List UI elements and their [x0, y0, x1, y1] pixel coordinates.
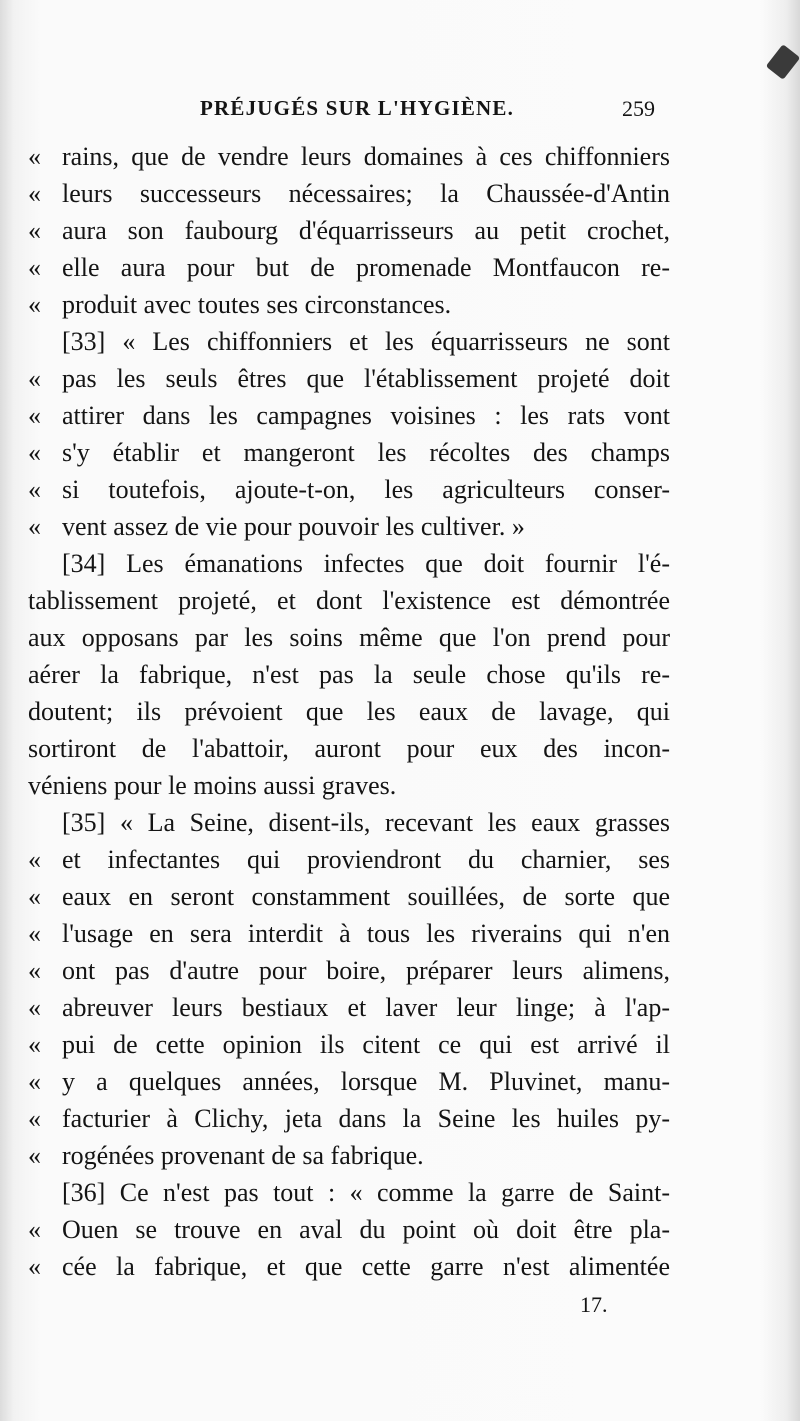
line-text: cée la fabrique, et que cette garre n'est alimentée	[62, 1252, 670, 1281]
body-text	[28, 138, 670, 1285]
line-text: [34] Les émanations infectes que doit fournir l'é-	[62, 549, 670, 578]
text-line	[28, 508, 670, 545]
line-text: vent assez de vie pour pouvoir les cultiver. »	[62, 512, 525, 541]
line-text: [36] Ce n'est pas tout : « comme la garre de Saint-	[62, 1178, 670, 1207]
line-text: aérer la fabrique, n'est pas la seule chose qu'ils re-	[28, 660, 670, 689]
line-text: attirer dans les campagnes voisines : les rats vont	[62, 401, 670, 430]
quote-mark: «	[28, 1252, 41, 1281]
text-line	[28, 693, 670, 730]
line-text: rains, que de vendre leurs domaines à ces chiffonniers	[62, 142, 670, 171]
line-text: véniens pour le moins aussi graves.	[28, 771, 397, 800]
text-line	[28, 545, 670, 582]
quote-mark: «	[28, 993, 41, 1022]
page-header	[200, 96, 655, 130]
text-line	[28, 434, 670, 471]
running-head: PRÉJUGÉS SUR L'HYGIÈNE.	[200, 96, 515, 120]
line-text: pui de cette opinion ils citent ce qui est arrivé il	[62, 1030, 670, 1059]
line-text: si toutefois, ajoute-t-on, les agriculteurs conser-	[62, 475, 670, 504]
quote-mark: «	[28, 364, 41, 393]
quote-mark: «	[28, 1104, 41, 1133]
line-text: l'usage en sera interdit à tous les riverains qui n'en	[62, 919, 670, 948]
quote-mark: «	[28, 401, 41, 430]
line-text: pas les seuls êtres que l'établissement projeté doit	[62, 364, 670, 393]
quote-mark: «	[28, 1030, 41, 1059]
quote-mark: «	[28, 882, 41, 911]
line-text: eaux en seront constamment souillées, de sorte que	[62, 882, 670, 911]
text-line	[28, 878, 670, 915]
quote-mark: «	[28, 1067, 41, 1096]
text-line	[28, 286, 670, 323]
text-line	[28, 804, 670, 841]
text-line	[28, 915, 670, 952]
line-text: [33] « Les chiffonniers et les équarrisseurs ne sont	[62, 327, 670, 356]
quote-mark: «	[28, 1215, 41, 1244]
text-line	[28, 249, 670, 286]
quote-mark: «	[28, 142, 41, 171]
text-line	[28, 1211, 670, 1248]
line-text: [35] « La Seine, disent-ils, recevant les eaux grasses	[62, 808, 670, 837]
text-line	[28, 1100, 670, 1137]
text-line	[28, 1063, 670, 1100]
page-number: 259	[622, 96, 655, 121]
line-text: tablissement projeté, et dont l'existence est démontrée	[28, 586, 670, 615]
text-line	[28, 1248, 670, 1285]
line-text: abreuver leurs bestiaux et laver leur linge; à l'ap-	[62, 993, 670, 1022]
line-text: y a quelques années, lorsque M. Pluvinet, manu-	[62, 1067, 670, 1096]
text-line	[28, 989, 670, 1026]
text-line	[28, 767, 670, 804]
quote-mark: «	[28, 179, 41, 208]
text-line	[28, 471, 670, 508]
quote-mark: «	[28, 845, 41, 874]
line-text: elle aura pour but de promenade Montfaucon re-	[62, 253, 670, 282]
line-text: rogénées provenant de sa fabrique.	[62, 1141, 424, 1170]
text-line	[28, 730, 670, 767]
quote-mark: «	[28, 253, 41, 282]
text-line	[28, 138, 670, 175]
text-line	[28, 619, 670, 656]
text-line	[28, 323, 670, 360]
text-line	[28, 952, 670, 989]
line-text: facturier à Clichy, jeta dans la Seine les huiles py-	[62, 1104, 670, 1133]
line-text: et infectantes qui proviendront du charnier, ses	[62, 845, 670, 874]
text-line	[28, 360, 670, 397]
text-line	[28, 397, 670, 434]
quote-mark: «	[28, 919, 41, 948]
line-text: aura son faubourg d'équarrisseurs au petit crochet,	[62, 216, 670, 245]
text-line	[28, 582, 670, 619]
signature-mark: 17.	[580, 1292, 608, 1317]
line-text: sortiront de l'abattoir, auront pour eux des incon-	[28, 734, 670, 763]
quote-mark: «	[28, 475, 41, 504]
quote-mark: «	[28, 438, 41, 467]
quote-mark: «	[28, 216, 41, 245]
text-line	[28, 212, 670, 249]
text-line	[28, 1137, 670, 1174]
line-text: produit avec toutes ses circonstances.	[62, 290, 452, 319]
text-line	[28, 1026, 670, 1063]
text-line	[28, 656, 670, 693]
text-line	[28, 1174, 670, 1211]
text-line	[28, 175, 670, 212]
line-text: doutent; ils prévoient que les eaux de lavage, qui	[28, 697, 670, 726]
line-text: aux opposans par les soins même que l'on prend pour	[28, 623, 670, 652]
line-text: s'y établir et mangeront les récoltes des champs	[62, 438, 670, 467]
quote-mark: «	[28, 956, 41, 985]
quote-mark: «	[28, 1141, 41, 1170]
line-text: Ouen se trouve en aval du point où doit être pla-	[62, 1215, 670, 1244]
line-text: leurs successeurs nécessaires; la Chaussée-d'Antin	[62, 179, 670, 208]
text-line	[28, 841, 670, 878]
quote-mark: «	[28, 290, 41, 319]
quote-mark: «	[28, 512, 41, 541]
line-text: ont pas d'autre pour boire, préparer leurs alimens,	[62, 956, 670, 985]
